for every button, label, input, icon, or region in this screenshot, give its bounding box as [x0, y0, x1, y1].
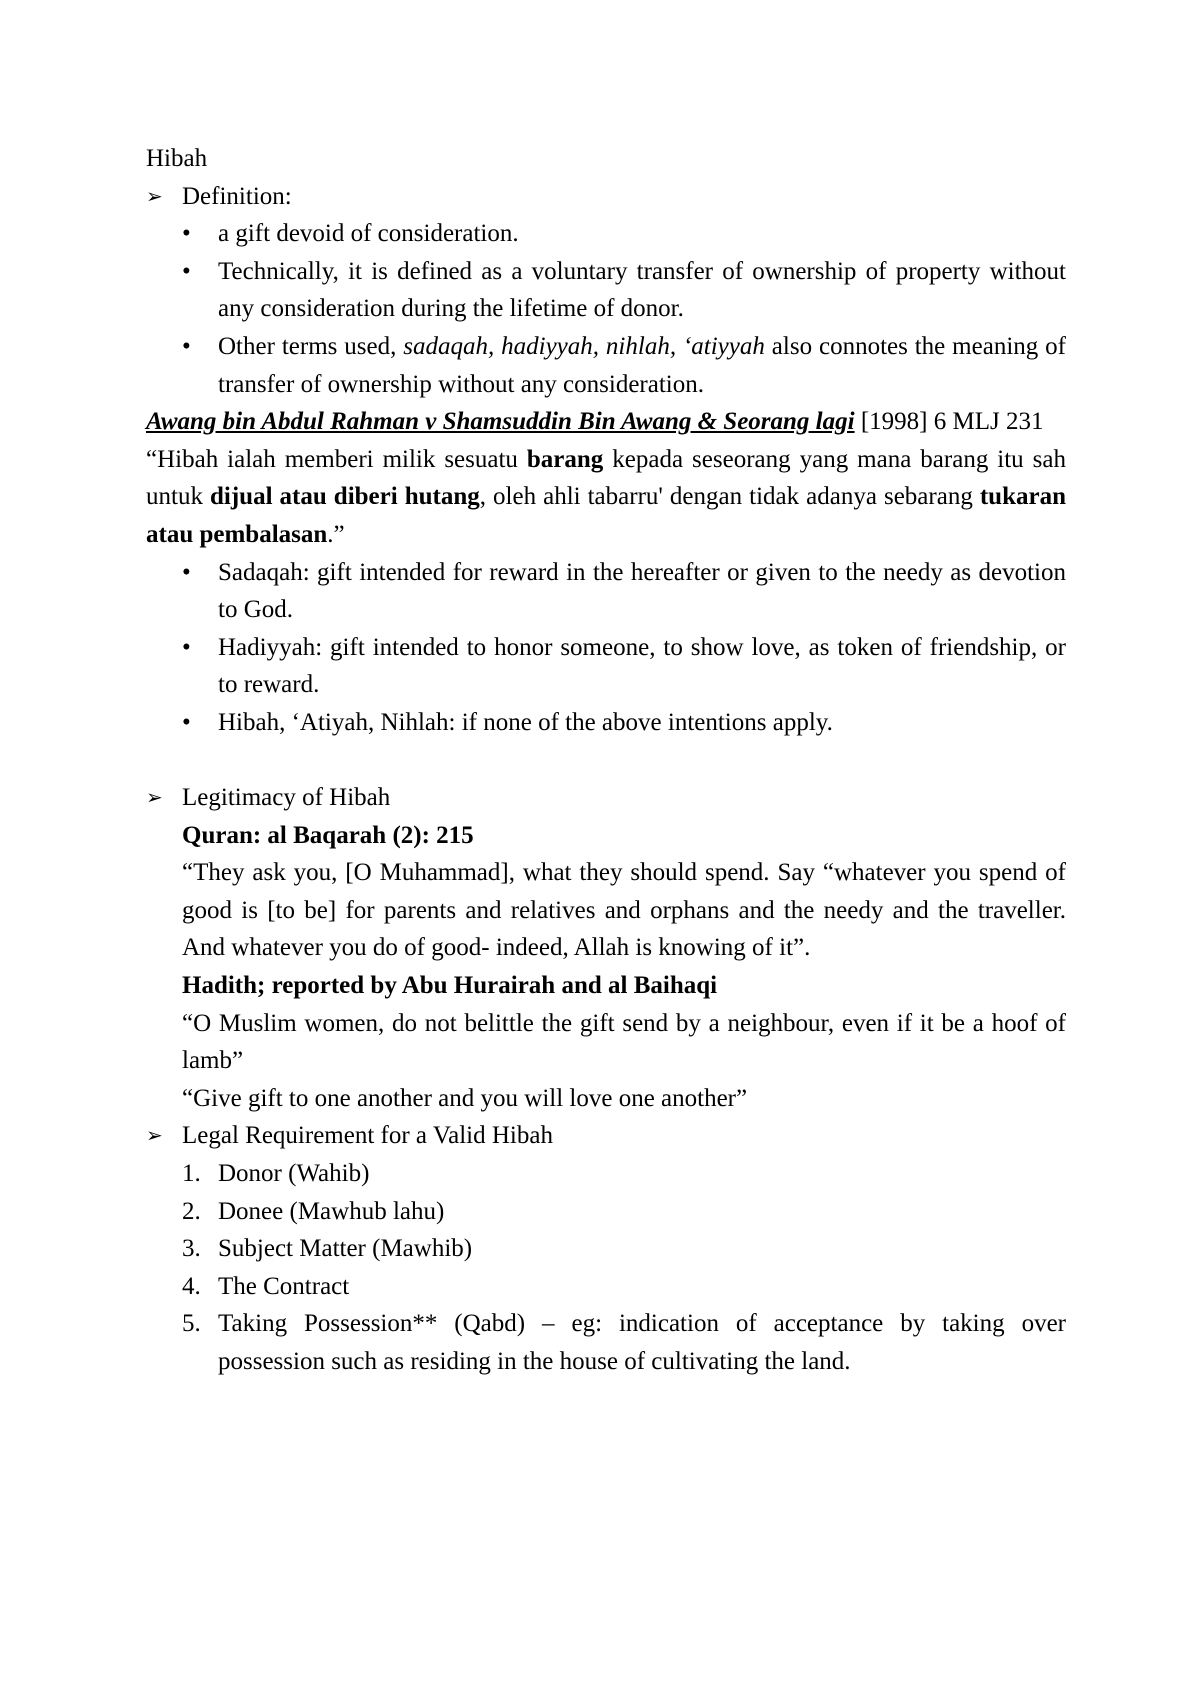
malay-quote — [146, 441, 1066, 554]
quote-bold: barang — [526, 445, 604, 473]
quote-bold: dijual atau diberi hutang — [209, 483, 480, 511]
list-item — [146, 1230, 1066, 1268]
list-number: 5. — [182, 1310, 201, 1338]
list-item — [146, 704, 1066, 742]
case-citation — [146, 403, 1066, 441]
requirement-text: Subject Matter (Mawhib) — [218, 1235, 473, 1263]
quote-part: , oleh ahli tabarru' dengan tidak adanya sebarang — [479, 483, 980, 511]
definition-heading: Definition: — [182, 182, 292, 210]
list-item — [146, 629, 1066, 704]
gift-type-hadiyyah: Hadiyyah: gift intended to honor someone, to show love, as token of friendship, or to reward. — [218, 633, 1066, 699]
bullet-icon: • — [182, 633, 191, 661]
definition-heading-row — [146, 178, 1066, 216]
definition-bullet-3-post: also connotes the meaning of transfer of ownership without any consideration. — [218, 332, 1066, 398]
definition-list — [146, 215, 1066, 403]
list-item — [146, 1193, 1066, 1231]
requirements-heading: Legal Requirement for a Valid Hibah — [182, 1122, 553, 1150]
arrow-bullet-icon: ➢ — [146, 1123, 163, 1148]
list-item — [146, 328, 1066, 403]
quran-text: “They ask you, [O Muhammad], what they should spend. Say “whatever you spend of good is [to be] for parents and relatives and orphans and the needy and the traveller. And whatever you do of good- indeed, Allah is knowing of it”. — [182, 859, 1066, 962]
list-item — [146, 554, 1066, 629]
legitimacy-heading-row — [146, 779, 1066, 817]
gift-type-hibah: Hibah, ‘Atiyah, Nihlah: if none of the above intentions apply. — [218, 708, 833, 736]
list-item — [146, 253, 1066, 328]
definition-bullet-3 — [218, 328, 1066, 403]
hadith-text-1: “O Muslim women, do not belittle the gift send by a neighbour, even if it be a hoof of lamb” — [182, 1009, 1066, 1075]
legitimacy-heading: Legitimacy of Hibah — [182, 784, 391, 812]
list-number: 2. — [182, 1197, 201, 1225]
document-page — [146, 140, 1066, 1381]
arrow-bullet-icon: ➢ — [146, 785, 163, 810]
quote-part: “Hibah ialah memberi milik sesuatu — [146, 445, 527, 473]
requirement-text: Donee (Mawhub lahu) — [218, 1197, 445, 1225]
bullet-icon: • — [182, 257, 191, 285]
list-item — [146, 1268, 1066, 1306]
case-name: Awang bin Abdul Rahman v Shamsuddin Bin Awang & Seorang lagi — [146, 408, 855, 436]
requirement-text: The Contract — [218, 1272, 350, 1300]
blank-line — [146, 742, 1066, 780]
bullet-icon: • — [182, 708, 191, 736]
bullet-icon: • — [182, 332, 191, 360]
list-item — [146, 1305, 1066, 1380]
gift-type-sadaqah: Sadaqah: gift intended for reward in the hereafter or given to the needy as devotion to God. — [218, 558, 1066, 624]
arrow-bullet-icon: ➢ — [146, 183, 163, 208]
hadith-reference: Hadith; reported by Abu Hurairah and al Baihaqi — [182, 972, 718, 1000]
quran-reference: Quran: al Baqarah (2): 215 — [182, 821, 474, 849]
list-item — [146, 1155, 1066, 1193]
bullet-icon: • — [182, 558, 191, 586]
requirements-list — [146, 1155, 1066, 1381]
legitimacy-body — [146, 817, 1066, 1118]
requirement-text: Taking Possession** (Qabd) – eg: indication of acceptance by taking over possession such as residing in the house of cultivating the land. — [218, 1310, 1066, 1375]
list-number: 4. — [182, 1272, 201, 1300]
quote-part: .” — [327, 520, 345, 548]
list-number: 1. — [182, 1160, 201, 1188]
definition-bullet-3-pre: Other terms used, — [218, 332, 404, 360]
definition-bullet-1: a gift devoid of consideration. — [218, 220, 519, 248]
other-terms-italic: sadaqah, hadiyyah, nihlah, ‘atiyyah — [403, 332, 765, 360]
bullet-icon: • — [182, 220, 191, 248]
requirement-text: Donor (Wahib) — [218, 1160, 370, 1188]
gift-types-list — [146, 554, 1066, 742]
requirements-heading-row — [146, 1117, 1066, 1155]
hadith-text-2: “Give gift to one another and you will love one another” — [182, 1084, 748, 1112]
quote-bold: tukaran atau pembalasan — [146, 483, 1066, 548]
doc-title: Hibah — [146, 145, 208, 172]
case-reference: [1998] 6 MLJ 231 — [854, 408, 1044, 436]
list-item — [146, 215, 1066, 253]
list-number: 3. — [182, 1235, 201, 1263]
definition-bullet-2: Technically, it is defined as a voluntary transfer of ownership of property without any consideration during the lifetime of donor. — [218, 257, 1066, 323]
quote-part: kepada seseorang yang mana barang itu sah untuk — [146, 445, 1066, 511]
